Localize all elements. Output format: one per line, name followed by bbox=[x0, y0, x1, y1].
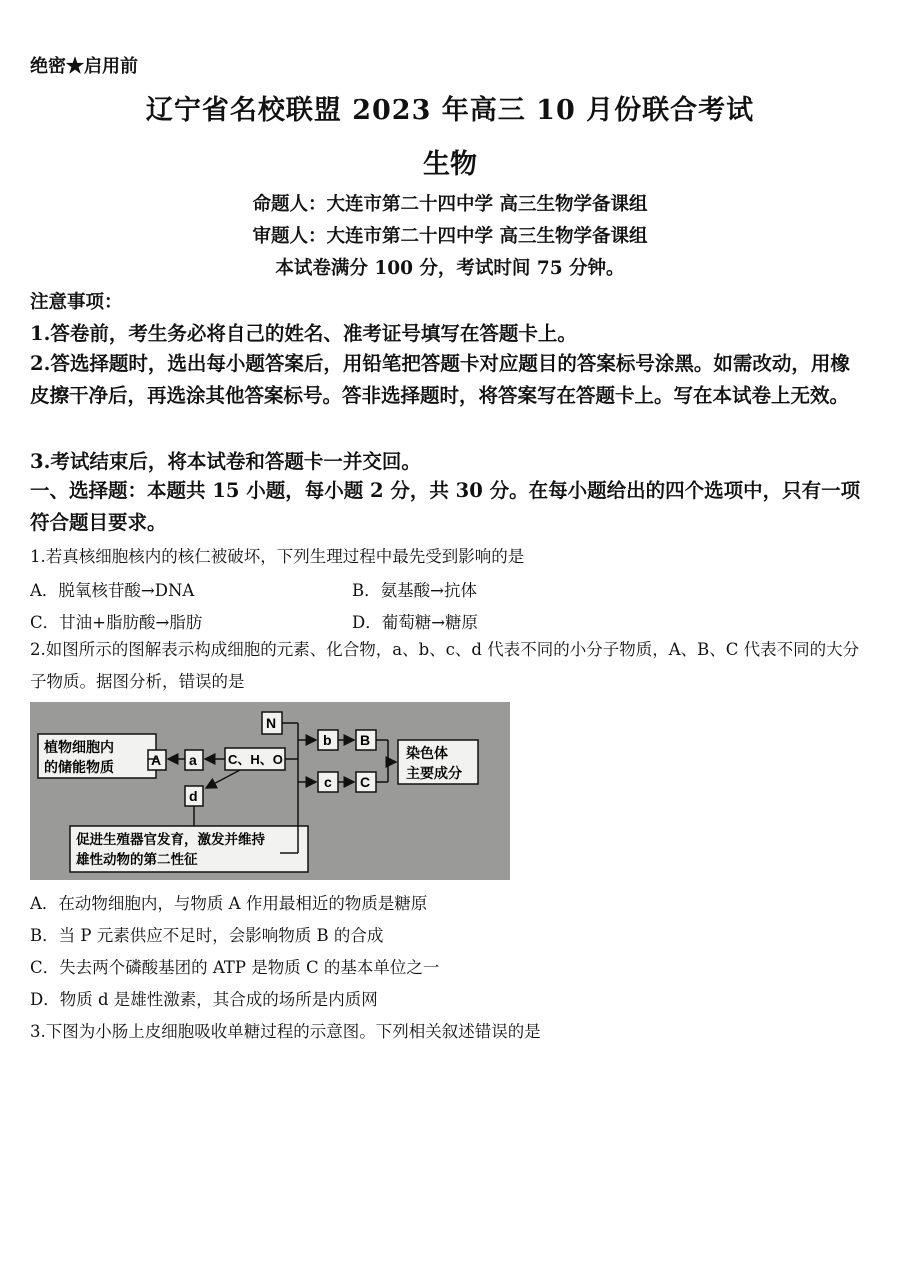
notice-item-2: 2.答选择题时，选出每小题答案后，用铅笔把答题卡对应题目的答案标号涂黑。如需改动，用橡皮擦干净后，再选涂其他答案标号。答非选择题时，将答案写在答题卡上。写在本试卷上无效。 bbox=[30, 352, 850, 407]
question-1-option-c: C．甘油+脂肪酸→脂肪 bbox=[30, 613, 203, 632]
question-1-option-b: B．氨基酸→抗体 bbox=[352, 581, 477, 600]
node-a-label: a bbox=[189, 752, 197, 768]
d-function-box bbox=[70, 826, 308, 872]
node-N-label: N bbox=[266, 715, 277, 731]
question-1-option-a: A．脱氧核苷酸→DNA bbox=[30, 581, 195, 600]
chromosome-label-line-2: 主要成分 bbox=[406, 765, 462, 781]
storage-label-line-2: 的储能物质 bbox=[44, 759, 114, 775]
question-2-stem: 2.如图所示的图解表示构成细胞的元素、化合物，a、b、c、d 代表不同的小分子物质，A、B、C 代表不同的大分子物质。据图分析，错误的是 bbox=[30, 640, 860, 691]
exam-title: 辽宁省名校联盟 2023 年高三 10 月份联合考试 bbox=[145, 95, 755, 126]
notice-heading: 注意事项： bbox=[30, 292, 123, 313]
node-N-box bbox=[262, 712, 282, 734]
notice-item-1: 1.答卷前，考生务必将自己的姓名、准考证号填写在答题卡上。 bbox=[30, 322, 577, 345]
chromosome-label-line-1: 染色体 bbox=[406, 745, 448, 761]
question-2-option-a: A．在动物细胞内，与物质 A 作用最相近的物质是糖原 bbox=[30, 894, 428, 913]
storage-label-line-1: 植物细胞内 bbox=[44, 739, 114, 755]
node-b-label: b bbox=[323, 732, 332, 748]
question-1-stem: 1.若真核细胞核内的核仁被破坏，下列生理过程中最先受到影响的是 bbox=[30, 547, 525, 566]
element-compound-diagram bbox=[30, 702, 510, 880]
question-1-option-d: D．葡萄糖→糖原 bbox=[352, 613, 479, 632]
question-reviewer: 审题人：大连市第二十四中学 高三生物学备课组 bbox=[252, 226, 648, 247]
question-3-stem: 3.下图为小肠上皮细胞吸收单糖过程的示意图。下列相关叙述错误的是 bbox=[30, 1022, 541, 1041]
node-cho-box bbox=[225, 748, 285, 770]
node-B-box bbox=[356, 730, 376, 750]
node-C-label: C bbox=[360, 774, 371, 790]
question-2-option-b: B．当 P 元素供应不足时，会影响物质 B 的合成 bbox=[30, 926, 384, 945]
node-C-box bbox=[356, 772, 376, 792]
chromosome-box bbox=[398, 740, 478, 784]
node-d-box bbox=[185, 786, 203, 806]
subject-title: 生物 bbox=[423, 149, 477, 180]
node-c-box bbox=[318, 772, 338, 792]
node-B-label: B bbox=[360, 732, 371, 748]
storage-box bbox=[38, 734, 156, 778]
exam-info: 本试卷满分 100 分，考试时间 75 分钟。 bbox=[275, 258, 625, 279]
node-cho-label: C、H、O bbox=[228, 752, 283, 767]
d-function-line-2: 雄性动物的第二性征 bbox=[76, 852, 198, 867]
question-setter: 命题人：大连市第二十四中学 高三生物学备课组 bbox=[252, 194, 648, 215]
d-function-line-1: 促进生殖器官发育，激发并维持 bbox=[76, 832, 265, 847]
node-d-label: d bbox=[189, 788, 198, 804]
node-A-label: A bbox=[151, 752, 162, 768]
node-A-box bbox=[148, 750, 166, 770]
node-b-box bbox=[318, 730, 338, 750]
node-c-label: c bbox=[324, 774, 332, 790]
confidential-label: 绝密★启用前 bbox=[30, 56, 138, 77]
notice-item-3: 3.考试结束后，将本试卷和答题卡一并交回。 bbox=[30, 450, 421, 473]
node-a-box bbox=[185, 750, 203, 770]
section-heading: 一、选择题：本题共 15 小题，每小题 2 分，共 30 分。在每小题给出的四个选项中，只有一项符合题目要求。 bbox=[30, 479, 861, 534]
question-2-option-d: D．物质 d 是雄性激素，其合成的场所是内质网 bbox=[30, 990, 378, 1009]
question-2-option-c: C．失去两个磷酸基团的 ATP 是物质 C 的基本单位之一 bbox=[30, 958, 440, 977]
